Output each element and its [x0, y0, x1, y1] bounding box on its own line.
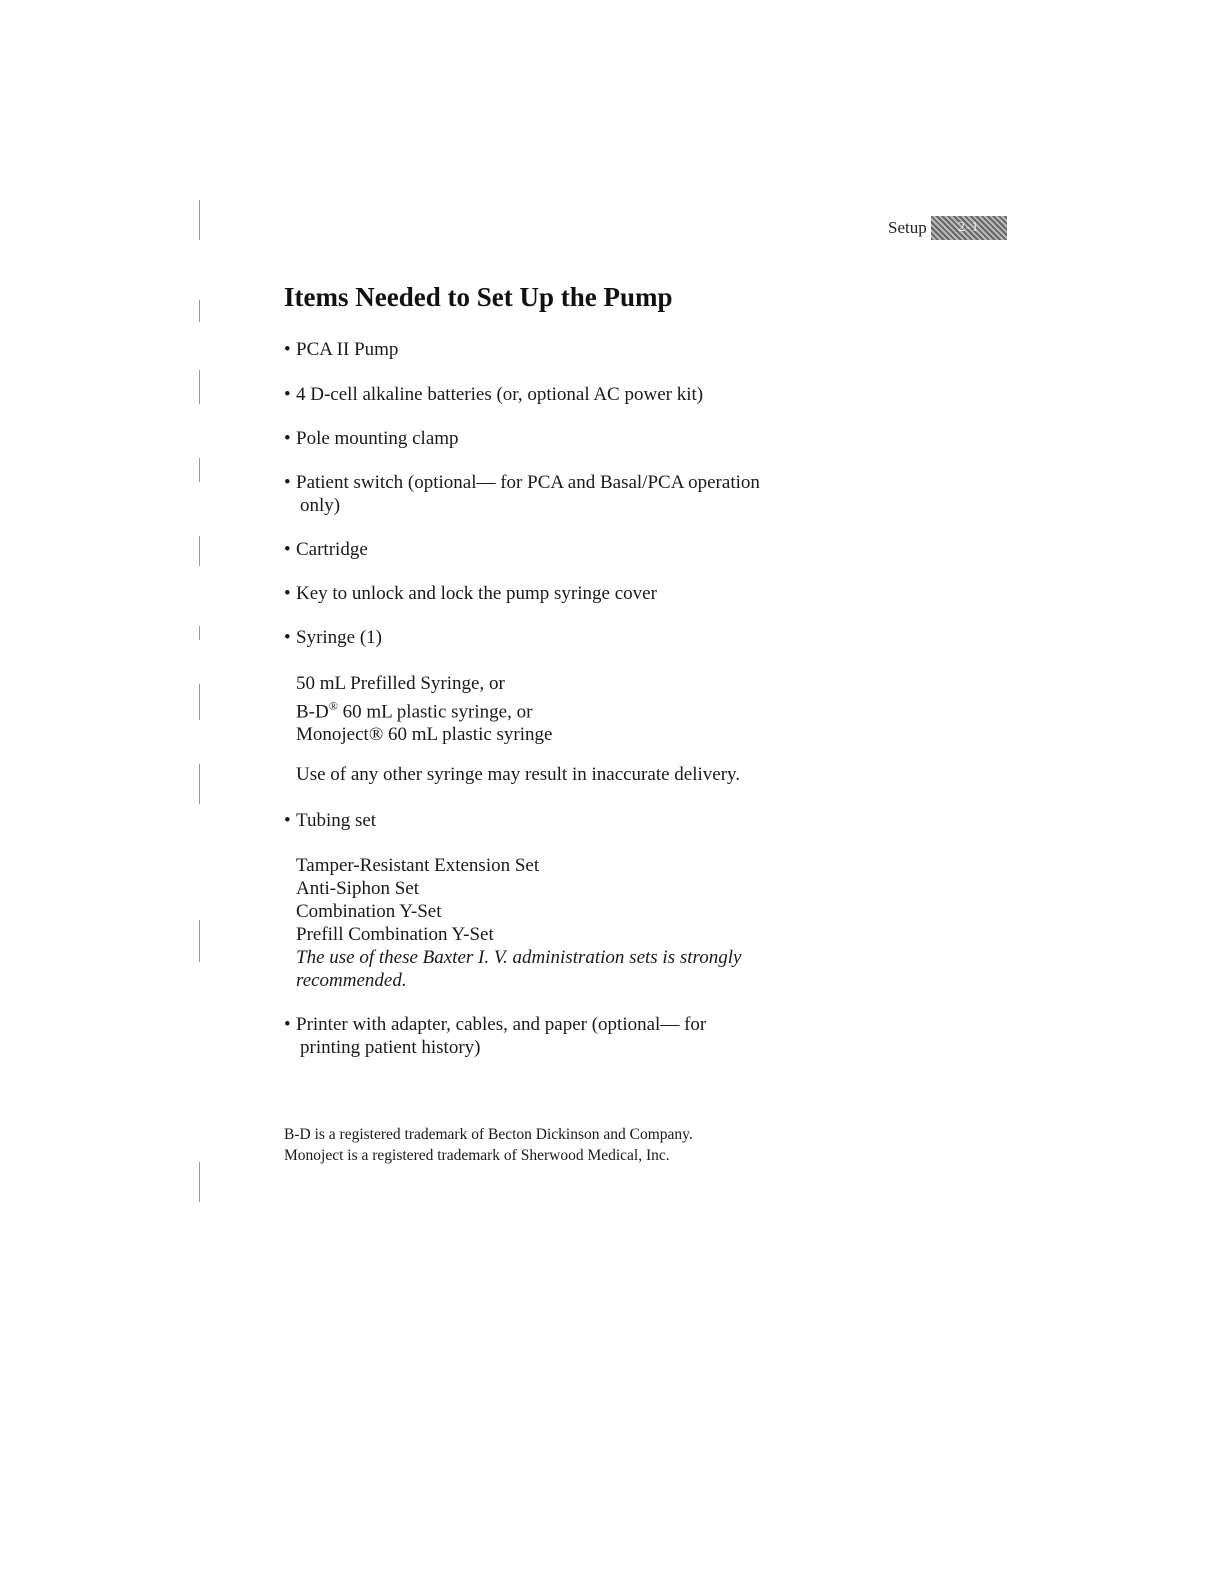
- tubing-set-item: Anti-Siphon Set: [296, 878, 419, 899]
- item-text: Syringe (1): [296, 627, 383, 648]
- margin-mark: [199, 1162, 200, 1202]
- footnote-line: B-D is a registered trademark of Becton Dickinson and Company.: [284, 1126, 693, 1143]
- item-text: Cartridge: [296, 539, 368, 560]
- section-label: Setup: [888, 218, 927, 237]
- bullet: •: [284, 472, 291, 493]
- trademark-footnotes: [284, 1124, 693, 1166]
- bullet: •: [284, 339, 291, 360]
- item-text: PCA II Pump: [296, 339, 399, 360]
- syringe-option: Monoject® 60 mL plastic syringe: [296, 724, 553, 746]
- tubing-set-item: Combination Y-Set: [296, 901, 442, 922]
- margin-mark: [199, 764, 200, 804]
- list-item: [284, 383, 703, 406]
- syringe-option: 50 mL Prefilled Syringe, or: [296, 673, 505, 694]
- list-item: [284, 538, 368, 561]
- margin-mark: [199, 370, 200, 404]
- list-item: [284, 471, 760, 517]
- bullet: •: [284, 810, 291, 831]
- bullet: •: [284, 1014, 291, 1035]
- bullet: •: [284, 627, 291, 648]
- item-text: Key to unlock and lock the pump syringe cover: [296, 583, 657, 604]
- section-tab-text: 2-1: [957, 220, 980, 235]
- margin-mark: [199, 200, 200, 240]
- list-item: [284, 338, 398, 361]
- page-header: [888, 216, 1007, 240]
- item-continuation: only): [300, 495, 341, 516]
- registered-mark: ®: [328, 699, 338, 713]
- bullet: •: [284, 583, 291, 604]
- list-item: [284, 809, 376, 832]
- tubing-sets: [296, 854, 741, 992]
- tubing-set-item: Tamper-Resistant Extension Set: [296, 855, 540, 876]
- syringe-options: [296, 672, 552, 746]
- tubing-note: recommended.: [296, 970, 407, 991]
- margin-mark: [199, 920, 200, 962]
- syringe-option: B-D® 60 mL plastic syringe, or: [296, 699, 533, 723]
- margin-mark: [199, 684, 200, 720]
- item-text: Pole mounting clamp: [296, 428, 459, 449]
- footnote-line: Monoject is a registered trademark of Sherwood Medical, Inc.: [284, 1147, 670, 1164]
- bullet: •: [284, 428, 291, 449]
- list-item: [284, 582, 657, 605]
- bullet: •: [284, 539, 291, 560]
- item-continuation: printing patient history): [300, 1037, 481, 1058]
- syringe-warning: Use of any other syringe may result in inaccurate delivery.: [296, 764, 741, 785]
- bullet: •: [284, 384, 291, 405]
- tubing-note: The use of these Baxter I. V. administration sets is strongly: [296, 947, 742, 968]
- margin-mark: [199, 300, 200, 322]
- list-item: [284, 427, 459, 450]
- margin-mark: [199, 536, 200, 566]
- item-text: 4 D-cell alkaline batteries (or, optional AC power kit): [296, 384, 704, 405]
- item-text: Tubing set: [296, 810, 377, 831]
- list-item: [284, 626, 382, 649]
- margin-mark: [199, 458, 200, 482]
- tubing-set-item: Prefill Combination Y-Set: [296, 924, 494, 945]
- list-item: [284, 1013, 706, 1059]
- section-tab: [931, 216, 1007, 240]
- item-text: Printer with adapter, cables, and paper (optional— for: [296, 1014, 707, 1035]
- margin-mark: [199, 626, 200, 640]
- item-text: Patient switch (optional— for PCA and Basal/PCA operation: [296, 472, 760, 493]
- page-title: Items Needed to Set Up the Pump: [284, 282, 673, 312]
